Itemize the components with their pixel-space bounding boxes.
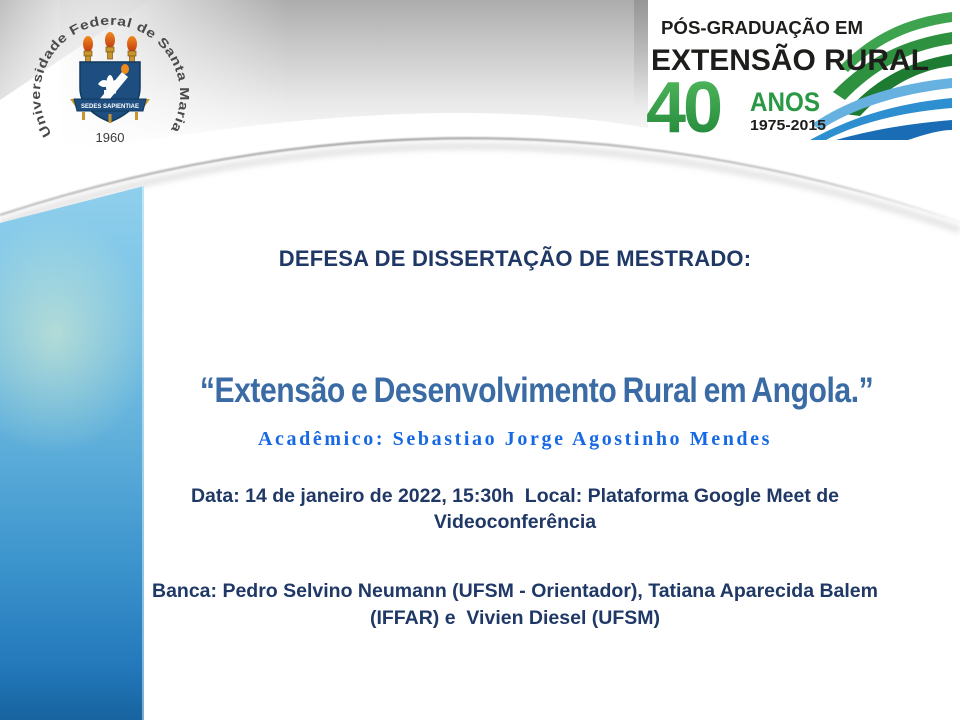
committee-line: Banca: Pedro Selvino Neumann (UFSM - Orientador), Tatiana Aparecida Balem (IFFAR) e Vivien Diesel (UFSM) [152,580,884,629]
seal-year: 1960 [95,130,125,145]
program-logo-line1: PÓS-GRADUAÇÃO EM [661,18,857,38]
date-location-line: Data: 14 de janeiro de 2022, 15:30h Local: Plataforma Google Meet de Videoconferência [190,485,845,533]
defense-heading: DEFESA DE DISSERTAÇÃO DE MESTRADO: [278,246,752,271]
dissertation-title-text: “Extensão e Desenvolvimento Rural em Angola.” [199,371,874,410]
anniversary-years: 1975-2015 [750,117,826,134]
anniversary-label: ANOS [750,87,820,117]
student-line: Acadêmico: Sebastiao Jorge Agostinho Mendes [258,428,772,450]
seal-motto: SEDES SAPIENTIAE [81,103,140,110]
slide-content [80,0,950,720]
anniversary-number: 40 [646,68,721,140]
program-logo-line2: EXTENSÃO RURAL [651,44,930,77]
seal-circular-text: Universidade Federal de Santa Maria [27,12,193,141]
